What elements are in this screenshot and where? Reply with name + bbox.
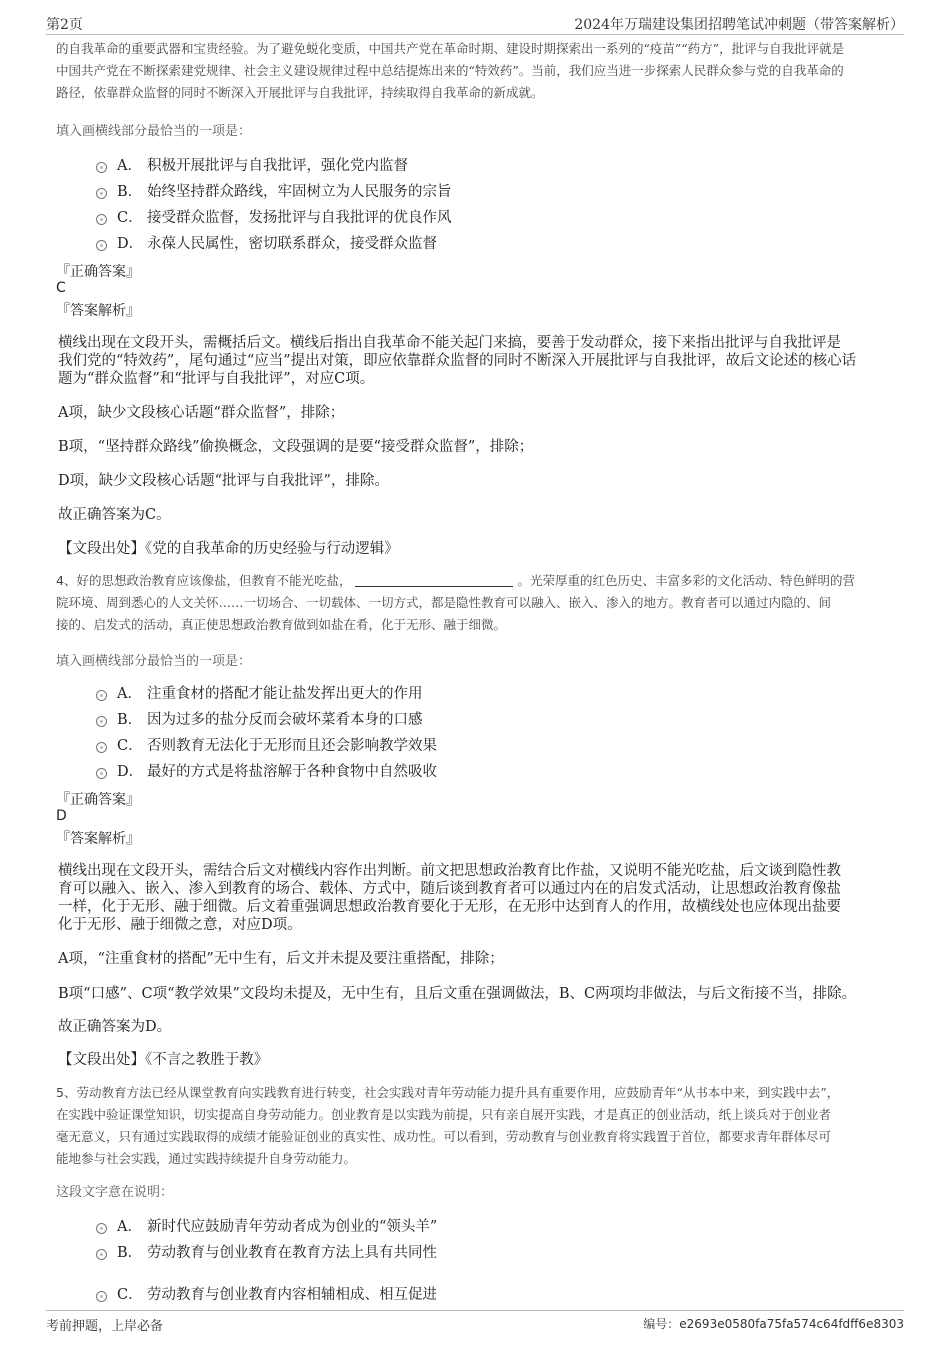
q3-note-b: B项，“坚持群众路线”偷换概念，文段强调的是要“接受群众监督”，排除； <box>58 439 534 455</box>
q3-option-b[interactable] <box>96 180 452 201</box>
q5-passage-line: 能地参与社会实践，通过实践持续提升自身劳动能力。 <box>56 1151 357 1166</box>
q4-passage-line: 院环境、周到悉心的人文关怀……一切场合、一切载体、一切方式，都是隐性教育可以融入、嵌入、渗入的地方。教育者可以通过内隐的、间 <box>56 595 832 610</box>
footer-slogan: 考前押题，上岸必备 <box>46 1319 164 1334</box>
option-text: 永葆人民属性，密切联系群众，接受群众监督 <box>147 236 437 252</box>
option-letter: A． <box>117 686 142 702</box>
page-header <box>46 12 904 35</box>
q5-option-c[interactable] <box>96 1283 437 1304</box>
q5-option-a[interactable] <box>96 1215 437 1236</box>
page-footer <box>46 1310 904 1335</box>
q3-answer: C <box>56 280 66 296</box>
analysis-line: 我们党的“特效药”，尾句通过“应当”提出对策，即应依靠群众监督的同时不断深入开展批评与自我批评，故后文论述的核心话 <box>58 353 857 369</box>
q4-option-d[interactable] <box>96 760 437 781</box>
question-number: 5、 <box>56 1085 77 1100</box>
document-code: 编号：e2693e0580fa75fa574c64fdff6e8303 <box>643 1317 904 1331</box>
option-text: 最好的方式是将盐溶解于各种食物中自然吸收 <box>147 764 437 780</box>
analysis-line: 横线出现在文段开头，需概括后文。横线后指出自我革命不能关起门来搞，要善于发动群众，接下来指出批评与自我批评是 <box>58 335 841 351</box>
option-letter: C． <box>117 738 143 754</box>
q4-prompt: 填入画横线部分最恰当的一项是： <box>56 654 252 669</box>
q5-prompt: 这段文字意在说明： <box>56 1185 174 1200</box>
option-letter: B． <box>117 1245 143 1261</box>
q5-passage-line: 在实践中验证课堂知识，切实提高自身劳动能力。创业教育是以实践为前提，只有亲自展开实践，才是真正的创业活动，纸上谈兵对于创业者 <box>56 1107 832 1122</box>
analysis-line: 一样，化于无形、融于细微。后文着重强调思想政治教育要化于无形，在无形中达到育人的作用，故横线处也应体现出盐要 <box>58 899 841 915</box>
radio-icon[interactable] <box>96 1223 107 1234</box>
q3-note-a: A项，缺少文段核心话题“群众监督”，排除； <box>58 405 345 421</box>
option-text: 始终坚持群众路线，牢固树立为人民服务的宗旨 <box>147 184 452 200</box>
q4-passage <box>56 570 906 636</box>
q3-analysis-label: 『答案解析』 <box>56 303 140 319</box>
option-text: 注重食材的搭配才能让盐发挥出更大的作用 <box>147 686 423 702</box>
option-text: 新时代应鼓励青年劳动者成为创业的“领头羊” <box>147 1219 438 1235</box>
option-letter: C． <box>117 1287 143 1303</box>
option-text: 接受群众监督，发扬批评与自我批评的优良作风 <box>147 210 452 226</box>
option-letter: A． <box>117 158 142 174</box>
radio-icon[interactable] <box>96 240 107 251</box>
q4-conclusion: 故正确答案为D。 <box>58 1019 172 1035</box>
q3-source: 【文段出处】《党的自我革命的历史经验与行动逻辑》 <box>58 541 399 557</box>
radio-icon[interactable] <box>96 716 107 727</box>
radio-icon[interactable] <box>96 1291 107 1302</box>
q3-conclusion: 故正确答案为C。 <box>58 507 171 523</box>
q4-analysis <box>58 862 908 934</box>
q4-option-a[interactable] <box>96 682 423 703</box>
radio-icon[interactable] <box>96 162 107 173</box>
option-letter: A． <box>117 1219 142 1235</box>
q3-prompt: 填入画横线部分最恰当的一项是： <box>56 124 252 139</box>
q3-passage-line: 中国共产党在不断探索建党规律、社会主义建设规律过程中总结提炼出来的“特效药”。当前，我们应当进一步探索人民群众参与党的自我革命的 <box>56 63 844 78</box>
option-text: 劳动教育与创业教育内容相辅相成、相互促进 <box>147 1287 437 1303</box>
q4-note-bc: B项“口感”、C项“教学效果”文段均未提及，无中生有，且后文重在强调做法，B、C两项均非做法，与后文衔接不当，排除。 <box>58 986 857 1002</box>
q3-passage-line: 路径，依靠群众监督的同时不断深入开展批评与自我批评，持续取得自我革命的新成就。 <box>56 85 544 100</box>
q3-option-c[interactable] <box>96 206 452 227</box>
radio-icon[interactable] <box>96 690 107 701</box>
radio-icon[interactable] <box>96 214 107 225</box>
option-letter: B． <box>117 184 143 200</box>
q5-option-b[interactable] <box>96 1241 437 1262</box>
option-letter: C． <box>117 210 143 226</box>
q3-option-d[interactable] <box>96 232 437 253</box>
radio-icon[interactable] <box>96 188 107 199</box>
document-title: 2024年万瑞建设集团招聘笔试冲刺题（带答案解析） <box>574 17 904 33</box>
q4-answer: D <box>56 808 67 824</box>
option-text: 劳动教育与创业教育在教育方法上具有共同性 <box>147 1245 437 1261</box>
q3-option-a[interactable] <box>96 154 408 175</box>
option-text: 否则教育无法化于无形而且还会影响教学效果 <box>147 738 437 754</box>
q3-note-d: D项，缺少文段核心话题“批评与自我批评”，排除。 <box>58 473 389 489</box>
q5-passage-line-first: 5、劳动教育方法已经从课堂教育向实践教育进行转变，社会实践对青年劳动能力提升具有重要作用，应鼓励青年“从书本中来，到实践中去”， <box>56 1085 840 1100</box>
q3-passage-line: 的自我革命的重要武器和宝贵经验。为了避免蜕化变质，中国共产党在革命时期、建设时期探索出一系列的“疫苗”“药方”，批评与自我批评就是 <box>56 41 845 56</box>
q5-passage-line: 毫无意义，只有通过实践取得的成绩才能验证创业的真实性、成功性。可以看到，劳动教育与创业教育将实践置于首位，都要求青年群体尽可 <box>56 1129 832 1144</box>
q3-analysis <box>58 334 908 388</box>
q3-passage <box>56 38 906 104</box>
q4-option-c[interactable] <box>96 734 437 755</box>
option-text: 积极开展批评与自我批评，强化党内监督 <box>147 158 408 174</box>
question-number: 4、 <box>56 573 77 588</box>
page-number: 第2页 <box>46 17 83 33</box>
q4-note-a: A项，“注重食材的搭配”无中生有，后文并未提及要注重搭配，排除； <box>58 951 504 967</box>
q4-analysis-label: 『答案解析』 <box>56 831 140 847</box>
analysis-line: 题为“群众监督”和“批评与自我批评”，对应C项。 <box>58 371 375 387</box>
q4-source: 【文段出处】《不言之教胜于教》 <box>58 1052 269 1068</box>
answer-blank <box>355 572 513 587</box>
option-letter: D． <box>117 236 144 252</box>
radio-icon[interactable] <box>96 1249 107 1260</box>
q4-passage-line-first: 4、好的思想政治教育应该像盐，但教育不能光吃盐， 。光荣厚重的红色历史、丰富多彩的文化活动、特色鲜明的营 <box>56 573 855 588</box>
radio-icon[interactable] <box>96 768 107 779</box>
q4-passage-line: 接的、启发式的活动，真正使思想政治教育做到如盐在肴，化于无形、融于细微。 <box>56 617 507 632</box>
q5-passage <box>56 1082 906 1170</box>
option-text: 因为过多的盐分反而会破坏菜肴本身的口感 <box>147 712 423 728</box>
radio-icon[interactable] <box>96 742 107 753</box>
q4-option-b[interactable] <box>96 708 423 729</box>
q3-answer-label: 『正确答案』 <box>56 264 140 280</box>
option-letter: B． <box>117 712 143 728</box>
analysis-line: 育可以融入、嵌入、渗入到教育的场合、载体、方式中，随后谈到教育者可以通过内在的启发式活动，让思想政治教育像盐 <box>58 881 841 897</box>
analysis-line: 化于无形、融于细微之意，对应D项。 <box>58 917 302 933</box>
q4-answer-label: 『正确答案』 <box>56 792 140 808</box>
analysis-line: 横线出现在文段开头，需结合后文对横线内容作出判断。前文把思想政治教育比作盐，又说明不能光吃盐，后文谈到隐性教 <box>58 863 841 879</box>
option-letter: D． <box>117 764 144 780</box>
